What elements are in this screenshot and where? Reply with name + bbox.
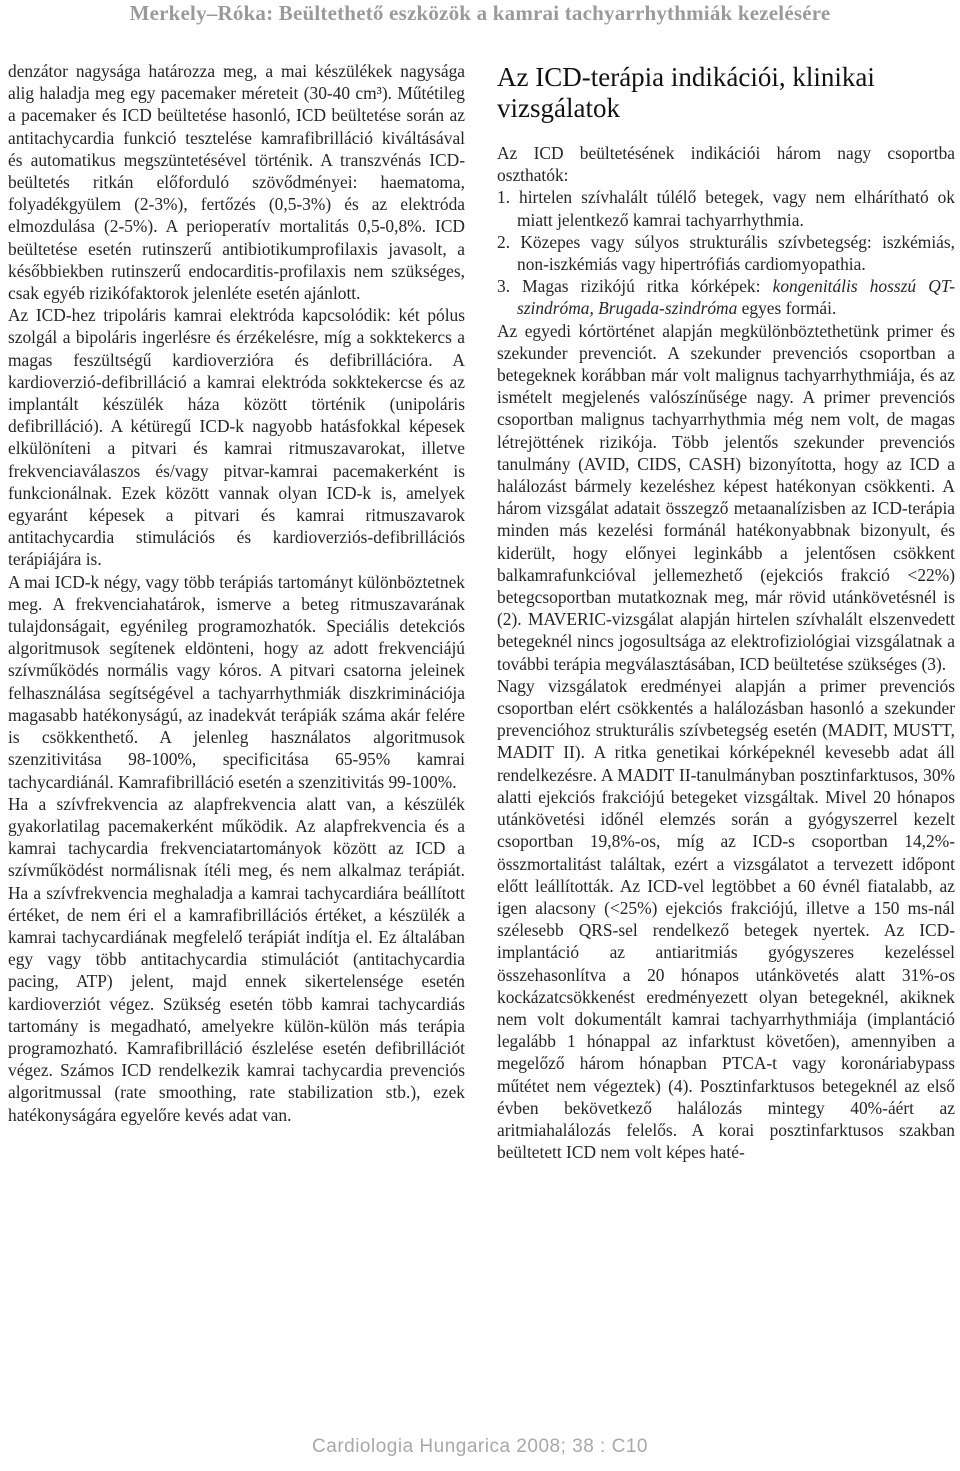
indication-item	[497, 186, 955, 230]
body-paragraph: Az egyedi kórtörténet alapján megkülönböztethetünk primer és szekunder prevenciót. A szekunder prevenciós csoportban a betegeknek korábban már volt malignus tachyarrhythmiája, és az ismételt megjelenés valószínűsége nagy. A primer prevenciós csoportban malignus tachyarrhythmia még nem volt, de magas létrejöttének rizikója. Több jelentős szekunder prevenciós tanulmány (AVID, CIDS, CASH) bizonyította, hogy az ICD a halálozást bármely kezeléshez képest hatékonyan csökkenti. A három vizsgálat adatait összegző metaanalízisben az ICD-terápia minden más kezelési formánál hatékonyabbnak bizonyult, és kiderült, hogy előnyei leginkább a jelentősen csökkent balkamrafunkcióval jellemezhető (ejekciós frakció <22%) betegcsoportban mutatkoznak meg, már rövid utánkövetésnél is (2). MAVERIC-vizsgálat alapján hirtelen szívhalált elszenvedett betegeknél nincs jogosultsága az elektrofiziológiai vizsgálatnak a további terápia megválasztásában, ICD beültetése szükséges (3).	[497, 320, 955, 674]
indication-number: 1.	[497, 187, 511, 208]
indication-text: Közepes vagy súlyos strukturális szívbetegség: iszkémiás, non-iszkémiás vagy hipertrófiás cardiomyopathia.	[517, 231, 955, 275]
indication-italic-text: kongenitális hosszú QT-szindróma, Brugada-szindróma	[517, 276, 955, 319]
indication-item	[497, 231, 955, 275]
body-paragraph: Nagy vizsgálatok eredményei alapján a primer prevenciós csoportban elért csökkentés a halálozásban hasonló a szekunder prevencióhoz strukturális szívbetegség esetén (MADIT, MUSTT, MADIT II). A ritka genetikai kórképeknél kevesebb adat áll rendelkezésre. A MADIT II-tanulmányban posztinfarktusos, 30% alatti ejekciós frakciójú betegeket vizsgáltak. Mivel 20 hónapos utánkövetési időnél elemzés során a gyógyszerrel kezelt csoportban 19,8%-os, míg az ICD-s csoportban 14,2%-összmortalitást találtak, ezért a vizsgálatot a tervezett időpont előtt leállították. Az ICD-vel legtöbbet a 60 évnél fiatalabb, az igen alacsony (<25%) ejekciós frakciójú, illetve a 150 ms-nál szélesebb QRS-sel rendelkező betegek nyertek. Az ICD-implantáció az antiaritmiás gyógyszeres kezeléssel összehasonlítva a 20 hónapos utánkövetés alatt 31%-os kockázatcsökkenést eredményezett olyan betegeknél, akiknek nem volt dokumentált kamrai tachyarrhythmiája (implantáció legalább 1 hónappal az infarktust követően), amennyiben a megelőző három hónapban PTCA-t vagy koronáriabypass műtétet nem végeztek) (4). Posztinfarktusos betegeknél az első évben bekövetkező halálozás mintegy 40%-áért az aritmiahalálozás felelős. A korai posztinfarktusos szakban beültetett ICD nem volt képes haté-	[497, 675, 955, 1163]
left-column	[8, 60, 465, 1126]
body-paragraph: denzátor nagysága határozza meg, a mai készülékek nagysága alig haladja meg egy pacemaker méreteit (30-40 cm³). Műtétileg a pacemaker és ICD beültetése hasonló, ICD beültetése során az antitachycardia funkció tesztelése kamrafibrilláció kiváltásával és automatikus megszüntetésével történik. A transzvénás ICD-beültetés ritkán előforduló szövődményei: haematoma, folyadékgyülem (2-3%), fertőzés (0,5-3%) és az elektróda elmozdulása (2-5%). A perioperatív mortalitás 0,5-0,8%. ICD beültetése esetén rutinszerű antibiotikumprofilaxis javasolt, a későbbiekben rutinszerű endocarditis-profilaxis nem szükséges, csak egyéb rizikófaktorok jelenléte esetén ajánlott.	[8, 61, 465, 304]
indication-text-end: egyes formái.	[737, 298, 837, 319]
indication-text: hirtelen szívhalált túlélő betegek, vagy nem elhárítható ok miatt jelentkező kamrai tachyarrhythmia.	[517, 187, 955, 230]
body-paragraph: A mai ICD-k négy, vagy több terápiás tartományt különböztetnek meg. A frekvenciahatárok, ismerve a beteg ritmuszavarának tulajdonságait, egyénileg programozhatók. Speciális detekciós algoritmusok segítenek eldönteni, hogy az adott frekvenciájú szívműködés normális vagy kóros. A pitvari csatorna jeleinek felhasználása segítségével a tachyarrhythmiák diszkriminációja magasabb hatékonyságú, az inadekvát terápiák száma akár felére is csökkenthető. A jelenleg használatos algoritmusok szenzitivitása 98-100%, specificitása 65-95% kamrai tachycardiánál. Kamrafibrilláció esetén a szenzitivitás 99-100%.	[8, 571, 465, 792]
intro-paragraph: Az ICD beültetésének indikációi három nagy csoportba oszthatók:	[497, 143, 955, 186]
indication-text: Magas rizikójú ritka kórképek:	[522, 276, 773, 297]
journal-footer: Cardiologia Hungarica 2008; 38 : C10	[312, 1436, 648, 1457]
running-title: Merkely–Róka: Beültethető eszközök a kamrai tachyarrhythmiák kezelésére	[129, 1, 831, 25]
indications-list	[497, 186, 955, 319]
section-title: Az ICD-terápia indikációi, klinikai vizsgálatok	[497, 62, 875, 123]
indication-item	[497, 275, 955, 319]
indication-number: 3.	[497, 276, 511, 297]
indication-number: 2.	[497, 231, 511, 252]
body-paragraph: Az ICD-hez tripoláris kamrai elektróda kapcsolódik: két pólus szolgál a bipoláris ingerlésre és érzékelésre, míg a sokktekercs a magas feszültségű kardioverzióra és defibrillációra. A kardioverzió-defibrilláció a kamrai elektróda sokktekercse és az implantált készülék háza között történik (unipoláris defibrilláció). A kétüregű ICD-k nagyobb hatásfokkal képesek elkülöníteni a pitvari és kamrai ritmuszavarokat, illetve frekvenciaválaszos és/vagy pitvar-kamrai pacemakerként is funkcionálnak. Ezek között vannak olyan ICD-k is, amelyek egyaránt képesek a pitvari és kamrai ritmuszavarok antitachycardia stimulációs és kardioverziós-defibrillációs terápiájára is.	[8, 305, 465, 570]
body-paragraph: Ha a szívfrekvencia az alapfrekvencia alatt van, a készülék gyakorlatilag pacemakerként működik. Az alapfrekvencia és a kamrai tachycardia frekvenciatartományok között az ICD a szívműködést normálisnak ítéli meg, és nem alkalmaz terápiát. Ha a szívfrekvencia meghaladja a kamrai tachycardiára beállított értéket, de nem éri el a kamrafibrillációs értéket, a készülék a kamrai tachycardiának megfelelő terápiát indítja el. Ez általában egy vagy több antitachycardia stimulációt (antitachycardia pacing, ATP) jelent, majd ennek sikertelensége esetén kardioverziót végez. Szükség esetén több kamrai tachycardiás tartomány is megadható, amelyekre külön-külön más terápia programozható. Kamrafibrilláció észlelése esetén defibrillációt végez. Számos ICD rendelkezik kamrai tachycardia prevenciós algoritmussal (rate smoothing, rate stabilization stb.), ezek hatékonyságára egyelőre kevés adat van.	[8, 793, 465, 1125]
right-column	[497, 60, 955, 1163]
